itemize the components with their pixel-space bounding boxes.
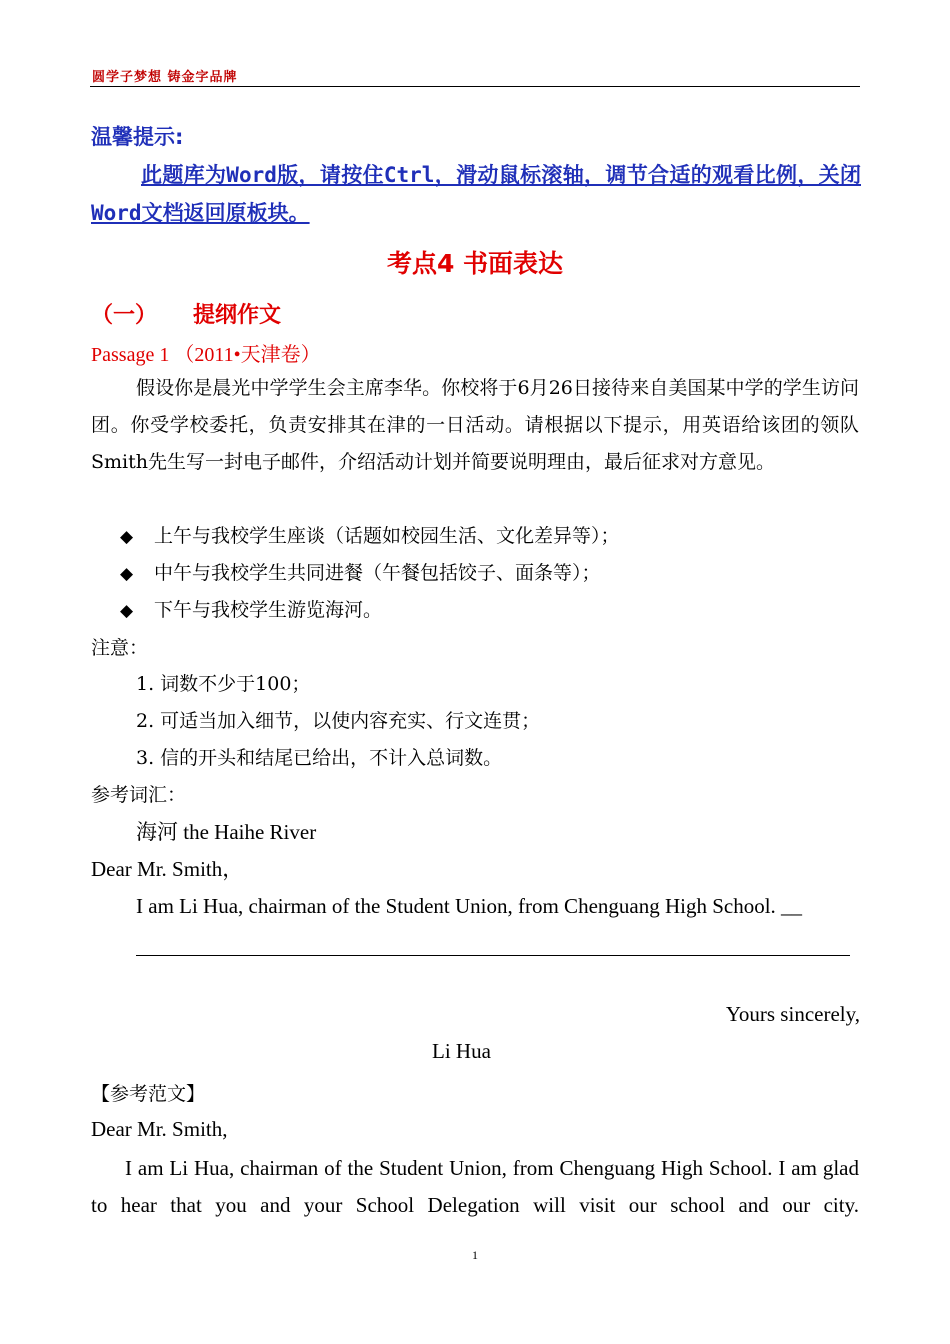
- note-item: 1. 词数不少于100；: [136, 673, 311, 695]
- answer-blank-line: [136, 955, 850, 956]
- subsection-number: （一）: [91, 303, 158, 328]
- bullet-item: [120, 518, 620, 556]
- note-item: 2. 可适当加入细节，以使内容充实、行文连贯；: [136, 710, 541, 732]
- header-slogan: 圆学子梦想 铸金字品牌: [92, 70, 238, 85]
- notes-label: 注意：: [91, 637, 149, 659]
- diamond-bullet-icon: ◆: [120, 564, 134, 584]
- sample-label: 【参考范文】: [91, 1083, 206, 1105]
- letter-greeting: Dear Mr. Smith，: [91, 857, 244, 881]
- letter-signature: Li Hua: [432, 1039, 491, 1063]
- passage-title: Passage 1 （2011•天津卷）: [91, 344, 321, 366]
- bullet-item: [120, 592, 382, 630]
- subsection-title: [91, 298, 281, 329]
- sample-greeting: Dear Mr. Smith,: [91, 1117, 228, 1141]
- subsection-name: 提纲作文: [193, 303, 282, 328]
- diamond-bullet-icon: ◆: [120, 527, 134, 547]
- diamond-bullet-icon: ◆: [120, 601, 134, 621]
- header-divider: [90, 86, 860, 87]
- bullet-item: [120, 555, 601, 593]
- letter-opening: I am Li Hua, chairman of the Student Union, from Chenguang High School. __: [136, 894, 803, 918]
- letter-closing: Yours sincerely,: [725, 1002, 860, 1026]
- page-number: 1: [472, 1248, 478, 1262]
- bullet-text: 中午与我校学生共同进餐（午餐包括饺子、面条等）；: [154, 562, 601, 584]
- bullet-text: 上午与我校学生座谈（话题如校园生活、文化差异等）；: [154, 525, 620, 547]
- sample-text: I am Li Hua, chairman of the Student Union, from Chenguang High School. I am glad to hear that you and your School Delegation will visit our school and our city.: [91, 1156, 859, 1217]
- passage-intro: 假设你是晨光中学学生会主席李华。你校将于6月26日接待来自美国某中学的学生访问团。你受学校委托，负责安排其在津的一日活动。请根据以下提示，用英语给该团的领队Smith先生写一封电子邮件，介绍活动计划并简要说明理由，最后征求对方意见。: [91, 377, 859, 473]
- tip-link[interactable]: 此题库为Word版，请按住Ctrl，滑动鼠标滚轴，调节合适的观看比例，关闭Word文档返回原板块。: [91, 163, 861, 225]
- note-item: 3. 信的开头和结尾已给出，不计入总词数。: [136, 747, 503, 769]
- vocab-item: 海河 the Haihe River: [136, 820, 317, 844]
- bullet-text: 下午与我校学生游览海河。: [154, 599, 383, 621]
- vocab-label: 参考词汇：: [91, 784, 187, 806]
- section-title: 考点4 书面表达: [386, 249, 564, 278]
- tip-title: 温馨提示:: [91, 125, 184, 149]
